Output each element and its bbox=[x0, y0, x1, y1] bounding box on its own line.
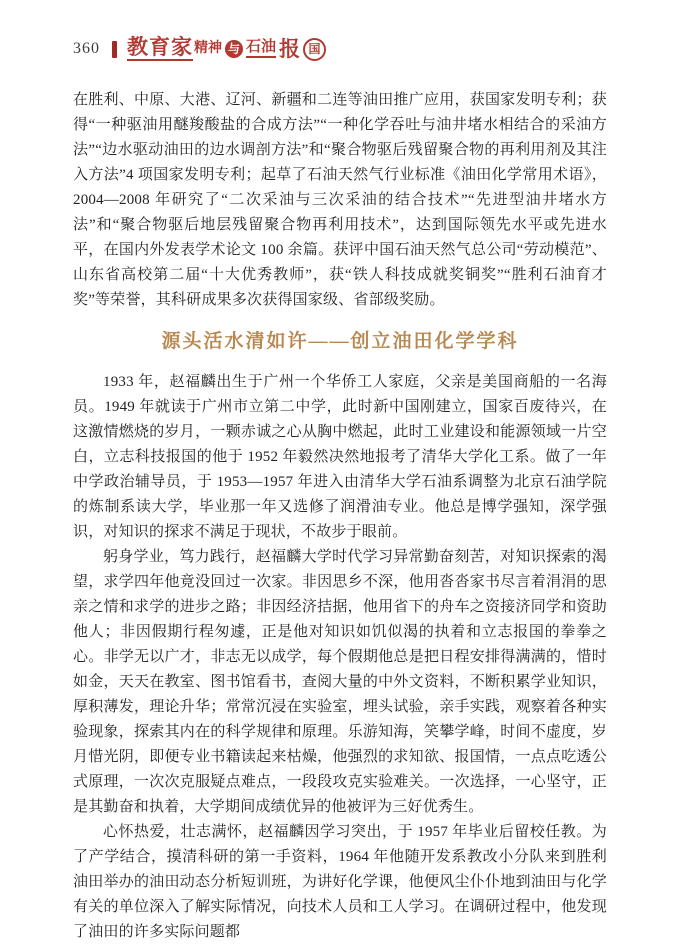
body-paragraph: 躬身学业，笃力践行，赵福麟大学时代学习异常勤奋刻苦，对知识探索的渴望，求学四年他竟没回过一次家。非因思乡不深，他用沓沓家书尽言着涓涓的思亲之情和求学的进步之路；非因经济拮据，他用省下的舟车之资接济同学和资助他人；非因假期行程匆遽，正是他对知识如饥似渴的执着和立志报国的拳拳之心。非学无以广才，非志无以成学，每个假期他总是把日程安排得满满的，惜时如金，天天在教室、图书馆看书，查阅大量的中外文资料，不断积累学业知识，厚积薄发，理论升华；常常沉浸在实验室，埋头试验，亲手实践，观察着各种实验现象，探索其内在的科学规律和原理。乐游知海，笑攀学峰，时间不虚度，岁月惜光阴，即便专业书籍读起来枯燥，他强烈的求知欲、报国情，一点点吃透公式原理，一次次克服疑点难点，一段段攻克实验难关。一次选择，一心坚守，正是其勤奋和执着，大学期间成绩优异的他被评为三好优秀生。 bbox=[73, 549, 607, 815]
page-body bbox=[73, 88, 607, 945]
logo-seal-yu-icon: 与 bbox=[225, 40, 243, 58]
logo-text-jiaoyujia: 教育家 bbox=[127, 35, 193, 59]
logo-text-jingshen: 精神 bbox=[194, 41, 222, 56]
page-number: 360 bbox=[73, 40, 100, 57]
page-header bbox=[73, 34, 607, 64]
body-paragraph: 1933 年，赵福麟出生于广州一个华侨工人家庭，父亲是美国商船的一名海员。1949 年就读于广州市立第二中学，此时新中国刚建立，国家百废待兴，在这激情燃烧的岁月，一颗赤诚之心从胸中燃起，此时工业建设和能源领域一片空白，立志科技报国的他于 1952 年毅然决然地报考了清华大学化工系。做了一年中学政治辅导员，于 1953—1957 年进入由清华大学石油系调整为北京石油学院的炼制系读大学，毕业那一年又选修了润滑油专业。他总是博学强知，深学强识，对知识的探求不满足于现状，不故步于眼前。 bbox=[73, 374, 607, 540]
book-title-logo bbox=[127, 37, 326, 61]
header-divider-bar bbox=[112, 41, 117, 58]
body-paragraph: 心怀热爱，壮志满怀，赵福麟因学习突出，于 1957 年毕业后留校任教。为了产学结合，摸清科研的第一手资料，1964 年他随开发系教改小分队来到胜利油田举办的油田动态分析短训班，为讲好化学课，他便风尘仆仆地到油田与化学有关的单位深入了解实际情况，向技术人员和工人学习。在调研过程中，他发现了油田的许多实际问题都 bbox=[73, 824, 607, 940]
logo-seal-guo-icon: 国 bbox=[303, 38, 326, 61]
section-heading: 源头活水清如许——创立油田化学学科 bbox=[161, 331, 519, 352]
logo-text-bao: 报 bbox=[279, 36, 301, 61]
body-paragraph: 在胜利、中原、大港、辽河、新疆和二连等油田推广应用，获国家发明专利；获得“一种驱油用醚羧酸盐的合成方法”“一种化学吞吐与油井堵水相结合的采油方法”“边水驱动油田的边水调剖方法”和“聚合物驱后残留聚合物的再利用剂及其注入方法”4 项国家发明专利；起草了石油天然气行业标准《油田化学常用术语》，2004—2008 年研究了“二次采油与三次采油的结合技术”“先进型油井堵水方法”和“聚合物驱后地层残留聚合物再利用技术”，达到国际领先水平或先进水平，在国内外发表学术论文 100 余篇。获评中国石油天然气总公司“劳动模范”、山东省高校第二届“十大优秀教师”，获“铁人科技成就奖铜奖”“胜利石油育才奖”等荣誉，其科研成果多次获得国家级、省部级奖励。 bbox=[73, 92, 607, 308]
logo-text-shiyou: 石油 bbox=[246, 40, 276, 58]
